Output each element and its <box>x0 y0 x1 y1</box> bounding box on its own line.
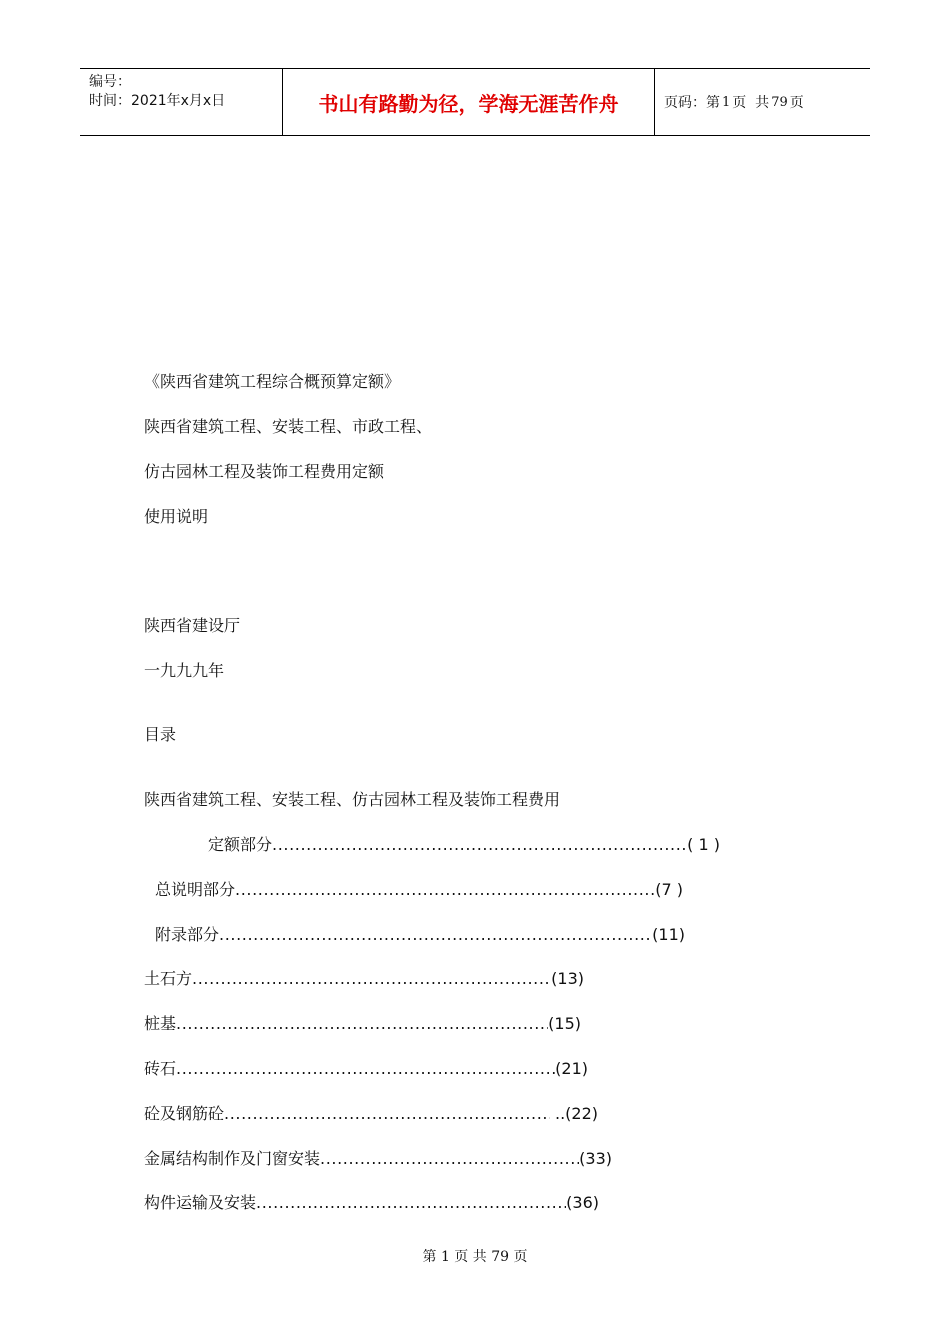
toc-leader <box>235 880 655 900</box>
page-footer: 第 1 页 共 79 页 <box>422 1249 528 1265</box>
toc-entry-page: (11) <box>652 925 685 944</box>
toc-entry[interactable] <box>144 1193 599 1213</box>
toc-leader <box>320 1149 579 1169</box>
page-prefix: 页码：第 <box>664 95 720 111</box>
doc-title-line-4: 使用说明 <box>144 507 209 526</box>
toc-leader <box>176 1059 555 1079</box>
page-mid: 页 共 <box>732 95 770 111</box>
serial-label: 编号： <box>89 74 131 90</box>
toc-entry[interactable] <box>208 835 720 855</box>
toc-entry-label: 附录部分 <box>155 925 220 944</box>
page-total: 79 <box>771 94 788 110</box>
toc-leader <box>219 925 652 945</box>
toc-entry[interactable] <box>144 1014 581 1034</box>
toc-entry-label: 总说明部分 <box>155 880 236 899</box>
toc-entry-page: (36) <box>566 1193 599 1212</box>
toc-leader <box>176 1014 548 1034</box>
header-page-info <box>655 69 870 135</box>
toc-entry[interactable] <box>144 1104 598 1124</box>
toc-leader <box>192 969 551 989</box>
toc-entry[interactable] <box>144 1149 612 1169</box>
doc-title-line-2: 陕西省建筑工程、安装工程、市政工程、 <box>144 417 433 436</box>
toc-entry[interactable] <box>144 969 584 989</box>
toc-entry-page: ..(22) <box>549 1104 598 1123</box>
toc-entry-label: 金属结构制作及门窗安装 <box>144 1149 321 1168</box>
toc-leader <box>272 835 687 855</box>
header-motto: 书山有路勤为径，学海无涯苦作舟 <box>282 69 655 135</box>
doc-title-line-1: 《陕西省建筑工程综合概预算定额》 <box>144 372 401 391</box>
toc-entry-page: (21) <box>555 1059 588 1078</box>
toc-entry-label: 定额部分 <box>208 835 273 854</box>
publisher: 陕西省建设厅 <box>144 616 241 635</box>
publish-year: 一九九九年 <box>144 661 225 680</box>
toc-entry-page: (7 ) <box>655 880 683 899</box>
header-meta <box>80 69 282 135</box>
toc-entry[interactable] <box>144 1059 588 1079</box>
page-suffix: 页 <box>789 95 804 111</box>
time-label: 时间：2021年x月x日 <box>89 93 226 109</box>
toc-entry-label: 构件运输及安装 <box>144 1193 257 1212</box>
toc-heading: 目录 <box>144 725 177 744</box>
toc-leader <box>224 1104 550 1124</box>
toc-entry-page: (13) <box>551 969 584 988</box>
toc-entry-label: 桩基 <box>144 1014 177 1033</box>
doc-title-line-3: 仿古园林工程及装饰工程费用定额 <box>144 462 385 481</box>
toc-entry-label: 砖石 <box>144 1059 177 1078</box>
toc-entry-page: (15) <box>548 1014 581 1033</box>
toc-entry-label: 土石方 <box>144 969 193 988</box>
toc-entry[interactable] <box>155 925 685 945</box>
toc-entry-label: 砼及钢筋砼 <box>144 1104 225 1123</box>
toc-entry-page: ( 1 ) <box>687 835 720 854</box>
toc-entry-page: (33) <box>579 1149 612 1168</box>
page-header <box>80 68 870 136</box>
toc-intro: 陕西省建筑工程、安装工程、仿古园林工程及装饰工程费用 <box>144 790 561 809</box>
page-number: 1 <box>722 94 731 110</box>
toc-leader <box>256 1193 566 1213</box>
toc-entry[interactable] <box>155 880 683 900</box>
